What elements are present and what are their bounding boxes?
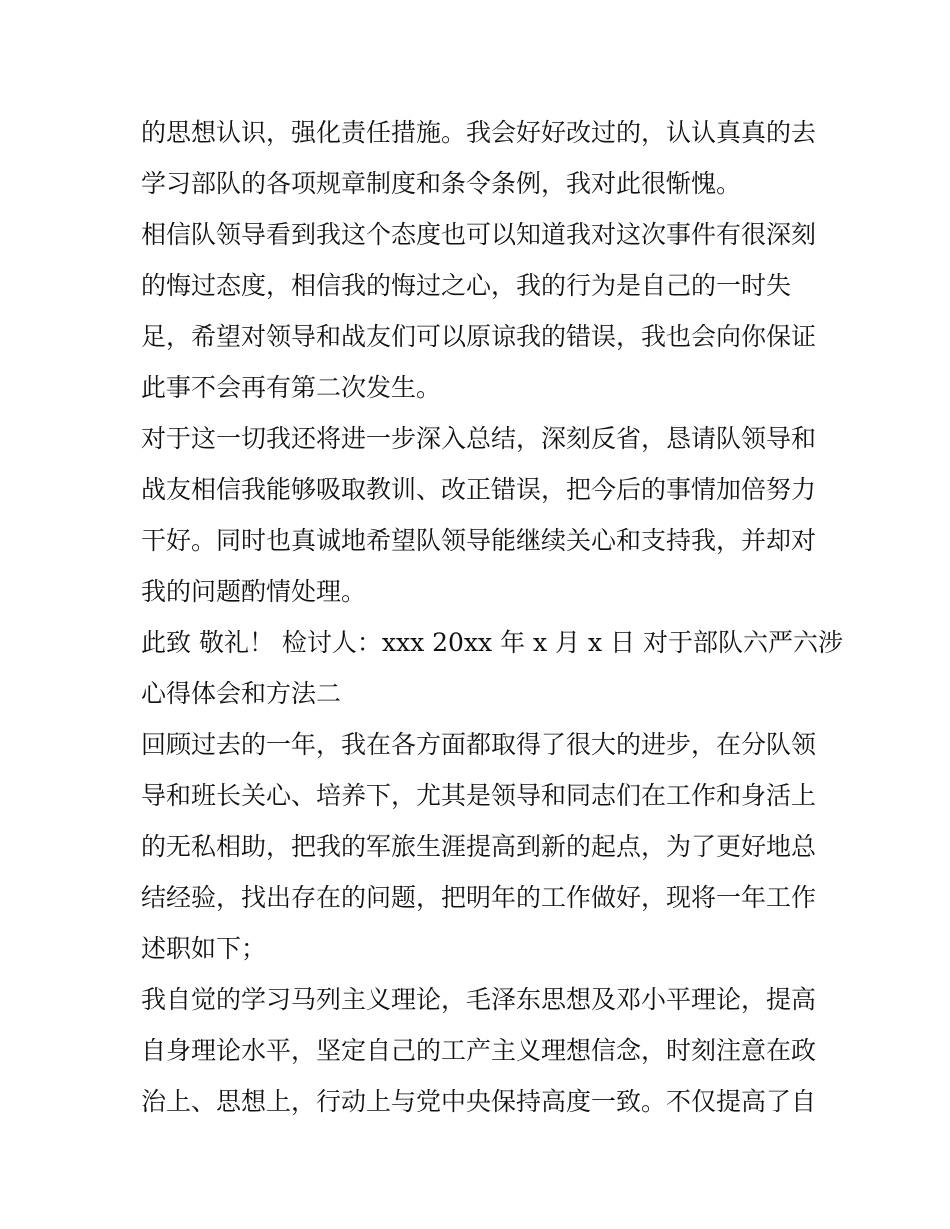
text-line: 自身理论水平，坚定自己的工产主义理想信念，时刻注意在政 xyxy=(141,1036,817,1065)
text-line: 相信队领导看到我这个态度也可以知道我对这次事件有很深刻 xyxy=(141,220,817,249)
document-body xyxy=(141,107,844,1127)
text-line: 的悔过态度，相信我的悔过之心，我的行为是自己的一时失 xyxy=(141,271,792,300)
text-line: 的思想认识，强化责任措施。我会好好改过的，认认真真的去 xyxy=(141,118,817,147)
text-line: 学习部队的各项规章制度和条令条例，我对此很惭愧。 xyxy=(141,169,742,198)
text-line: 的无私相助，把我的军旅生涯提高到新的起点，为了更好地总 xyxy=(141,832,817,861)
text-line: 我自觉的学习马列主义理论，毛泽东思想及邓小平理论，提高 xyxy=(141,985,817,1014)
text-line: 治上、思想上，行动上与党中央保持高度一致。不仅提高了自 xyxy=(141,1087,817,1116)
text-line: 心得体会和方法二 xyxy=(141,679,342,708)
text-line: 足，希望对领导和战友们可以原谅我的错误，我也会向你保证 xyxy=(141,322,817,351)
text-line: 导和班长关心、培养下，尤其是领导和同志们在工作和身活上 xyxy=(141,781,817,810)
text-line: 此致 敬礼！ 检讨人：xxx 20xx 年 x 月 x 日 对于部队六严六涉 xyxy=(141,628,844,657)
text-line: 我的问题酌情处理。 xyxy=(141,577,367,606)
text-line: 此事不会再有第二次发生。 xyxy=(141,373,442,402)
text-line: 战友相信我能够吸取教训、改正错误，把今后的事情加倍努力 xyxy=(141,475,817,504)
text-line: 结经验，找出存在的问题，把明年的工作做好，现将一年工作 xyxy=(141,883,817,912)
text-line: 述职如下； xyxy=(141,934,267,963)
text-line: 干好。同时也真诚地希望队领导能继续关心和支持我，并却对 xyxy=(141,526,817,555)
text-line: 回顾过去的一年，我在各方面都取得了很大的进步，在分队领 xyxy=(141,730,817,759)
text-line: 对于这一切我还将进一步深入总结，深刻反省，恳请队领导和 xyxy=(141,424,817,453)
